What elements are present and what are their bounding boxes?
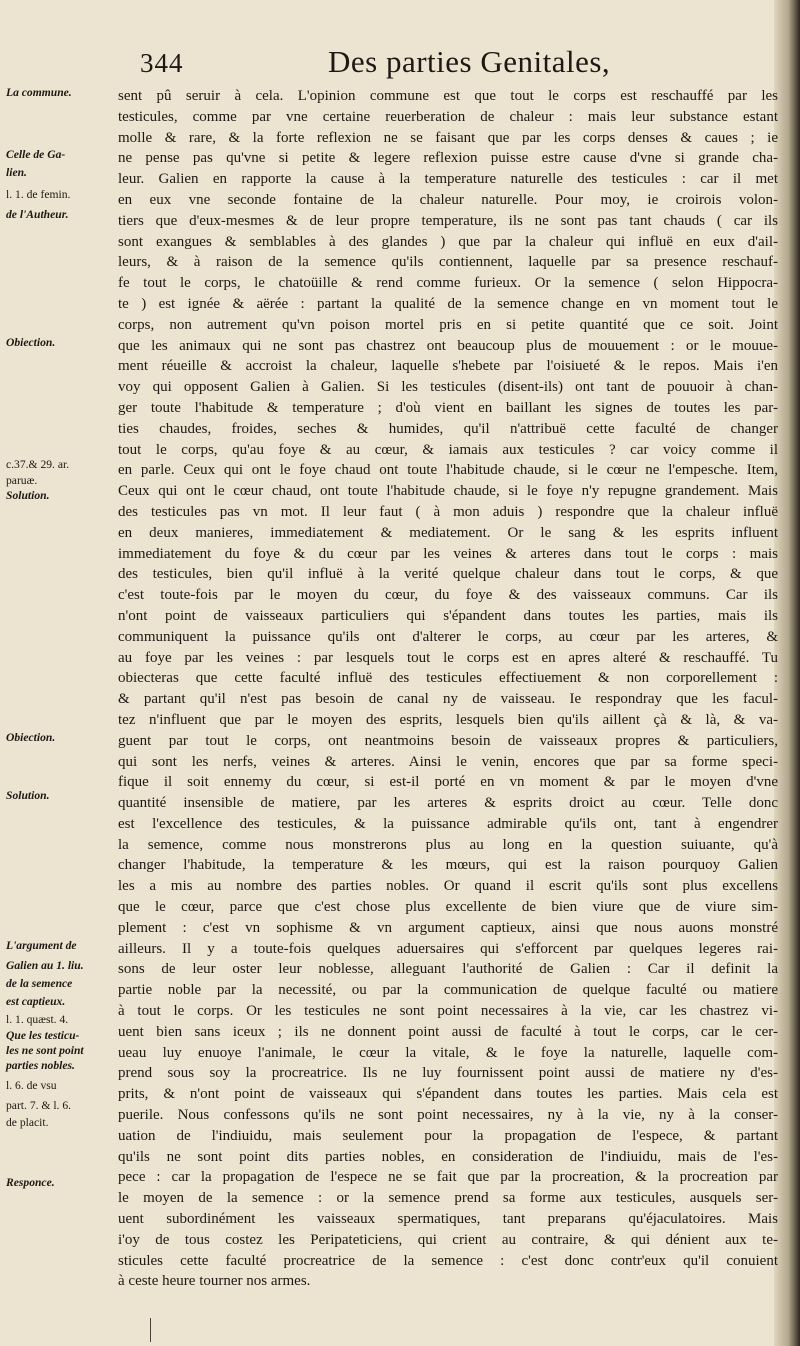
margin-note: de placit. — [6, 1116, 49, 1129]
running-title: Des parties Genitales, — [328, 44, 611, 79]
text-line: tout le corps, qu'au foye & au cœur, & iamais aux testicules ? car voicy comme il — [118, 441, 778, 458]
text-line: la semence, comme nous monstrerons plus au long en la question suiuante, qu'à — [118, 836, 778, 853]
margin-note: L'argument de — [6, 939, 77, 952]
text-line: prend sous soy la procreatrice. Ils ne luy fournissent point aussi de matiere ny d'es- — [118, 1065, 778, 1082]
text-line: ger toute l'habitude & temperature ; d'où vient en baillant les signes de toutes les par- — [118, 399, 778, 416]
text-line: c'est toute-fois par le moyen du cœur, du foye & des vaisseaux communs. Car ils — [118, 587, 778, 604]
text-line: des testicules, bien qu'il influë à la verité quelque chaleur dans tout le corps, & que — [118, 566, 778, 583]
text-line: sons de leur oster leur noblesse, alleguant l'authorité de Galien : Car il definit la — [118, 961, 778, 978]
print-mark — [150, 1318, 151, 1342]
margin-notes — [6, 86, 114, 1206]
text-line: en parle. Ceux qui ont le foye chaud ont toute l'habitude chaude, si le cœur ne l'empesche. Item, — [118, 462, 778, 479]
text-line: testicules, comme par vne certaine reuerberation de chaleur : mais leur substance estant — [118, 108, 778, 125]
text-line: i'oy de tous costez les Peripateticiens, qui crient au contraire, & qui dénient aux te- — [118, 1231, 778, 1248]
text-line: tez n'influent que par le moyen des esprits, lesquels bien qu'ils aillent çà & là, & va- — [118, 711, 778, 728]
text-line: ne pense pas qu'vne si petite & legere reflexion puisse estre cause d'vne si grande cha- — [118, 150, 778, 167]
text-line: en eux vne seconde fontaine de la chaleur naturelle. Pour moy, ie croirois volon- — [118, 191, 778, 208]
margin-note: parties nobles. — [6, 1059, 75, 1072]
margin-note: Que les testicu- — [6, 1029, 80, 1042]
text-line: molle & rare, & la forte reflexion ne se faisant que par les corps denses & caues ; ie — [118, 129, 778, 146]
margin-note: l. 1. quæst. 4. — [6, 1013, 69, 1026]
margin-note: c.37.& 29. ar. — [6, 458, 70, 471]
text-line: le moyen de la semence : or la semence prend sa forme aux testicules, ausquels ser- — [118, 1190, 778, 1207]
text-line: quantité insensible de matiere, par les arteres & esprits droict au cœur. Telle donc — [118, 795, 778, 812]
text-line: à ceste heure tourner nos armes. — [118, 1273, 311, 1290]
text-line: te ) est ignée & aërée : partant la qualité de la semence change en vn moment tout le — [118, 295, 778, 312]
text-line: puerile. Nous confessons qu'ils ne sont point necessaires, ny à la vie, ny à la conser- — [118, 1107, 778, 1124]
text-line: ailleurs. Il y a toute-fois quelques aduersaires qui s'efforcent par quelques legeres rai- — [118, 940, 778, 957]
page-header — [0, 40, 800, 86]
margin-note: lien. — [6, 166, 27, 179]
text-line: pece : car la propagation de l'espece ne se fait que par la procreation, & la procreation par — [118, 1169, 778, 1186]
margin-note: La commune. — [6, 86, 72, 99]
margin-note: Solution. — [6, 789, 50, 802]
margin-note: de la semence — [6, 977, 73, 990]
margin-note: Responce. — [6, 1176, 55, 1189]
text-line: uent bien sans iceux ; ils ne donnent point aussi de faculté à tout le corps, car le cer- — [118, 1023, 778, 1040]
text-line: au foye par les veines : par lesquels tout le corps est en apres alteré & reschauffé. Tu — [118, 649, 778, 666]
text-line: fe tout le corps, le chatoüille & rend comme furieux. Or la semence ( selon Hippocra- — [118, 275, 778, 292]
text-line: qu'ils ne sont point dits parties nobles, en consideration de l'indiuidu, mais de l'es- — [118, 1148, 778, 1165]
text-line: fique il soit ennemy du cœur, si est-il porté en vn moment & par le moyen d'vne — [118, 774, 778, 791]
text-line: corps, non autrement qu'vn poison mortel pris en si petite quantité que ce soit. Joint — [118, 316, 778, 333]
text-line: sent pû seruir à cela. L'opinion commune est que tout le corps est reschauffé par les — [118, 88, 778, 104]
text-line: les a mis au nombre des parties nobles. Or quand il escrit qu'ils sont plus excellens — [118, 878, 778, 895]
margin-note: part. 7. & l. 6. — [6, 1099, 72, 1112]
text-line: obiecteras que cette faculté influë des testicules effectiuement & non corporellement : — [118, 670, 778, 687]
text-line: n'ont point de vaisseaux particuliers qui s'épandent dans toutes les parties, mais ils — [118, 607, 778, 624]
text-line: qui sont les nerfs, veines & arteres. Ainsi le venin, encores que par sa forme speci- — [118, 753, 778, 770]
text-line: immediatement du foye & du cœur par les veines & arteres dans tout le corps : mais — [118, 545, 778, 562]
margin-note: l. 6. de vsu — [6, 1079, 57, 1092]
text-line: sont exangues & semblables à des glandes ) que par la chaleur qui influë en eux d'ail- — [118, 233, 778, 250]
text-line: à tout le corps. Or les testicules ne sont point necessaires à la vie, car les chastrez vi- — [118, 1003, 778, 1020]
margin-note: de l'Autheur. — [6, 208, 69, 221]
text-line: en deux manieres, immediatement & mediatement. Or le sang & les esprits influent — [118, 524, 778, 541]
margin-note: Obiection. — [6, 336, 56, 349]
margin-note: les ne sont point — [6, 1044, 84, 1057]
margin-note: Galien au 1. liu. — [6, 959, 84, 972]
text-line: ment réueille & accroist la chaleur, laquelle s'hebete par l'oisiueté & le repos. Mais i'en — [118, 358, 778, 375]
text-line: ties chaudes, froides, seches & humides, qu'il n'attribuë cette faculté de changer — [118, 420, 778, 437]
text-line: prits, & n'ont point de vaisseaux qui s'épandent dans toutes les parties. Mais cela est — [118, 1086, 778, 1103]
text-line: guent par tout le corps, ont neantmoins besoin de vaisseaux propres & particuliers, — [118, 732, 778, 749]
text-line: que le cœur, parce que c'est chose plus excellente de bien viure que de viure sim- — [118, 899, 778, 916]
text-line: des testicules pas vn mot. Il leur faut ( à mon aduis ) respondre que la chaleur influë — [118, 503, 778, 520]
text-line: uent subordinément les vaisseaux spermatiques, tant preparans qu'éjaculatoires. Mais — [118, 1211, 778, 1228]
text-line: Ceux qui ont le cœur chaud, ont toute l'habitude chaude, si le foye n'y repugne grandement. Mais — [118, 483, 778, 500]
text-line: tiers que d'eux-mesmes & de leur propre temperature, ils ne sont pas tant chauds ( car ils — [118, 212, 778, 229]
text-line: plement : c'est vn sophisme & vn argument captieux, ainsi que nous auons monstré — [118, 919, 778, 936]
margin-note: Solution. — [6, 489, 50, 502]
text-line: & partant qu'il n'est pas besoin de canal ny de vaisseau. Ie respondray que les facul- — [118, 691, 778, 708]
body-text — [118, 86, 778, 1292]
text-line: communiquent la puissance qu'ils ont d'alterer le corps, au cœur par les arteres, & — [118, 628, 778, 645]
text-line: uation de l'indiuidu, mais seulement pour la propagation de l'espece, & partant — [118, 1127, 778, 1144]
text-line: est l'excellence des testicules, & la puissance admirable qu'ils ont, tant à engendrer — [118, 815, 778, 832]
margin-note: Celle de Ga- — [6, 148, 66, 161]
text-line: partie noble par la necessité, ou par la communication de quelque faculté ou matiere — [118, 982, 778, 999]
margin-note: paruæ. — [6, 474, 38, 487]
margin-note: l. 1. de femin. — [6, 188, 71, 201]
text-line: que les animaux qui ne sont pas chastrez ont beaucoup plus de mouuement : or le mouue- — [118, 337, 778, 354]
margin-note: est captieux. — [6, 995, 66, 1008]
text-line: changer l'habitude, la temperature & les mœurs, qui est la raison pourquoy Galien — [118, 857, 778, 874]
text-line: ueau luy enuoye l'animale, le cœur la vitale, & le foye la naturelle, laquelle com- — [118, 1044, 778, 1061]
margin-note: Obiection. — [6, 731, 56, 744]
text-line: leurs, & à raison de la semence qu'ils contiennent, laquelle par sa presence reschauf- — [118, 254, 778, 271]
text-line: leur. Galien en rapporte la cause à la temperature naturelle des testicules : car il met — [118, 171, 778, 188]
page-number: 344 — [140, 48, 184, 78]
text-line: sticules cette faculté procreatrice de la semence : c'est donc contr'eux qu'il conuient — [118, 1252, 778, 1269]
text-line: voy qui opposent Galien à Galien. Si les testicules (disent-ils) ont tant de pouuoir à chan- — [118, 379, 778, 396]
